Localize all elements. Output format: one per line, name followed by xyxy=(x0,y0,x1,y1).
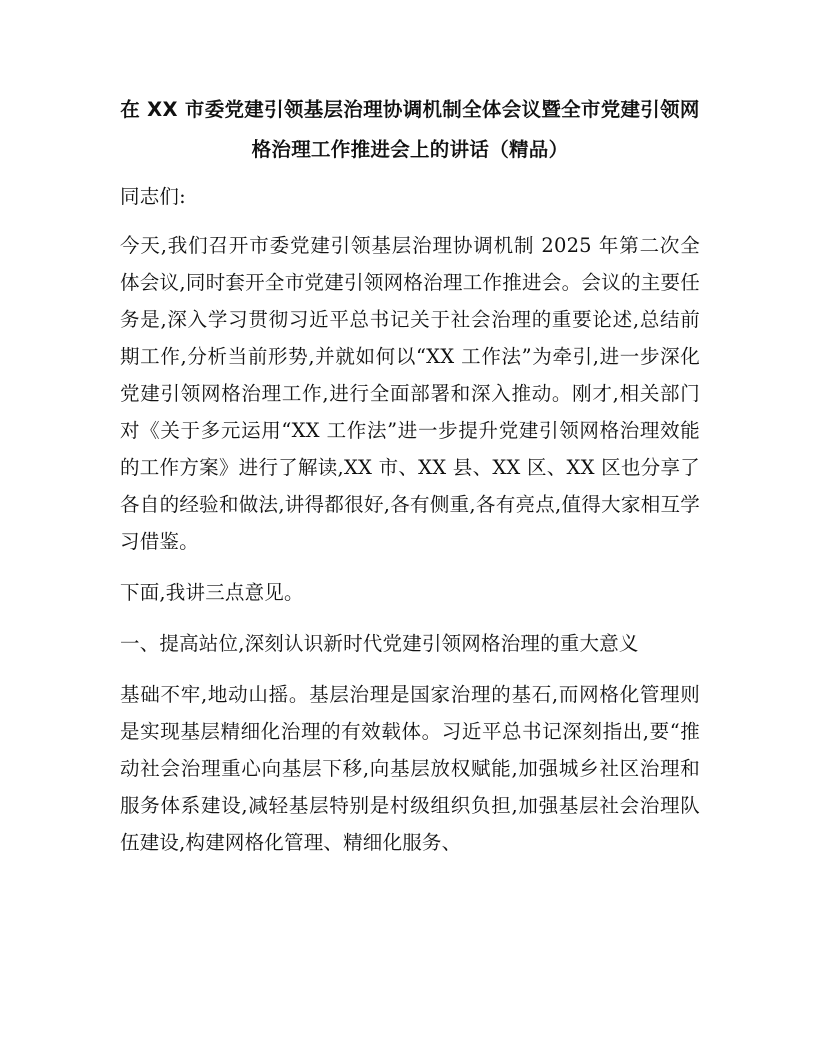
salutation: 同志们: xyxy=(120,185,186,208)
paragraph-outline: 下面,我讲三点意见。 xyxy=(120,581,304,604)
section-heading-1: 一、提高站位,深刻认识新时代党建引领网格治理的重大意义 xyxy=(120,632,639,655)
document-page xyxy=(120,90,700,875)
paragraph-intro: 今天,我们召开市委党建引领基层治理协调机制 2025 年第二次全体会议,同时套开全市党建引领网格治理工作推进会。会议的主要任务是,深入学习贯彻习近平总书记关于社会治理的重要论述,总结前期工作,分析当前形势,并就如何以“XX 工作法”为牵引,进一步深化党建引领网格治理工作,进行全面部署和深入推动。刚才,相关部门对《关于多元运用“XX 工作法”进一步提升党建引领网格治理效能的工作方案》进行了解读,XX 市、XX 县、XX 区、XX 区也分享了各自的经验和做法,讲得都很好,各有侧重,各有亮点,值得大家相互学习借鉴。 xyxy=(120,234,700,553)
paragraph-section-1: 基础不牢,地动山摇。基层治理是国家治理的基石,而网格化管理则是实现基层精细化治理的有效载体。习近平总书记深刻指出,要“推动社会治理重心向基层下移,向基层放权赋能,加强城乡社区治理和服务体系建设,减轻基层特别是村级组织负担,加强基层社会治理队伍建设,构建网格化管理、精细化服务、 xyxy=(120,683,700,854)
document-title: 在 XX 市委党建引领基层治理协调机制全体会议暨全市党建引领网格治理工作推进会上的讲话（精品） xyxy=(120,98,700,161)
